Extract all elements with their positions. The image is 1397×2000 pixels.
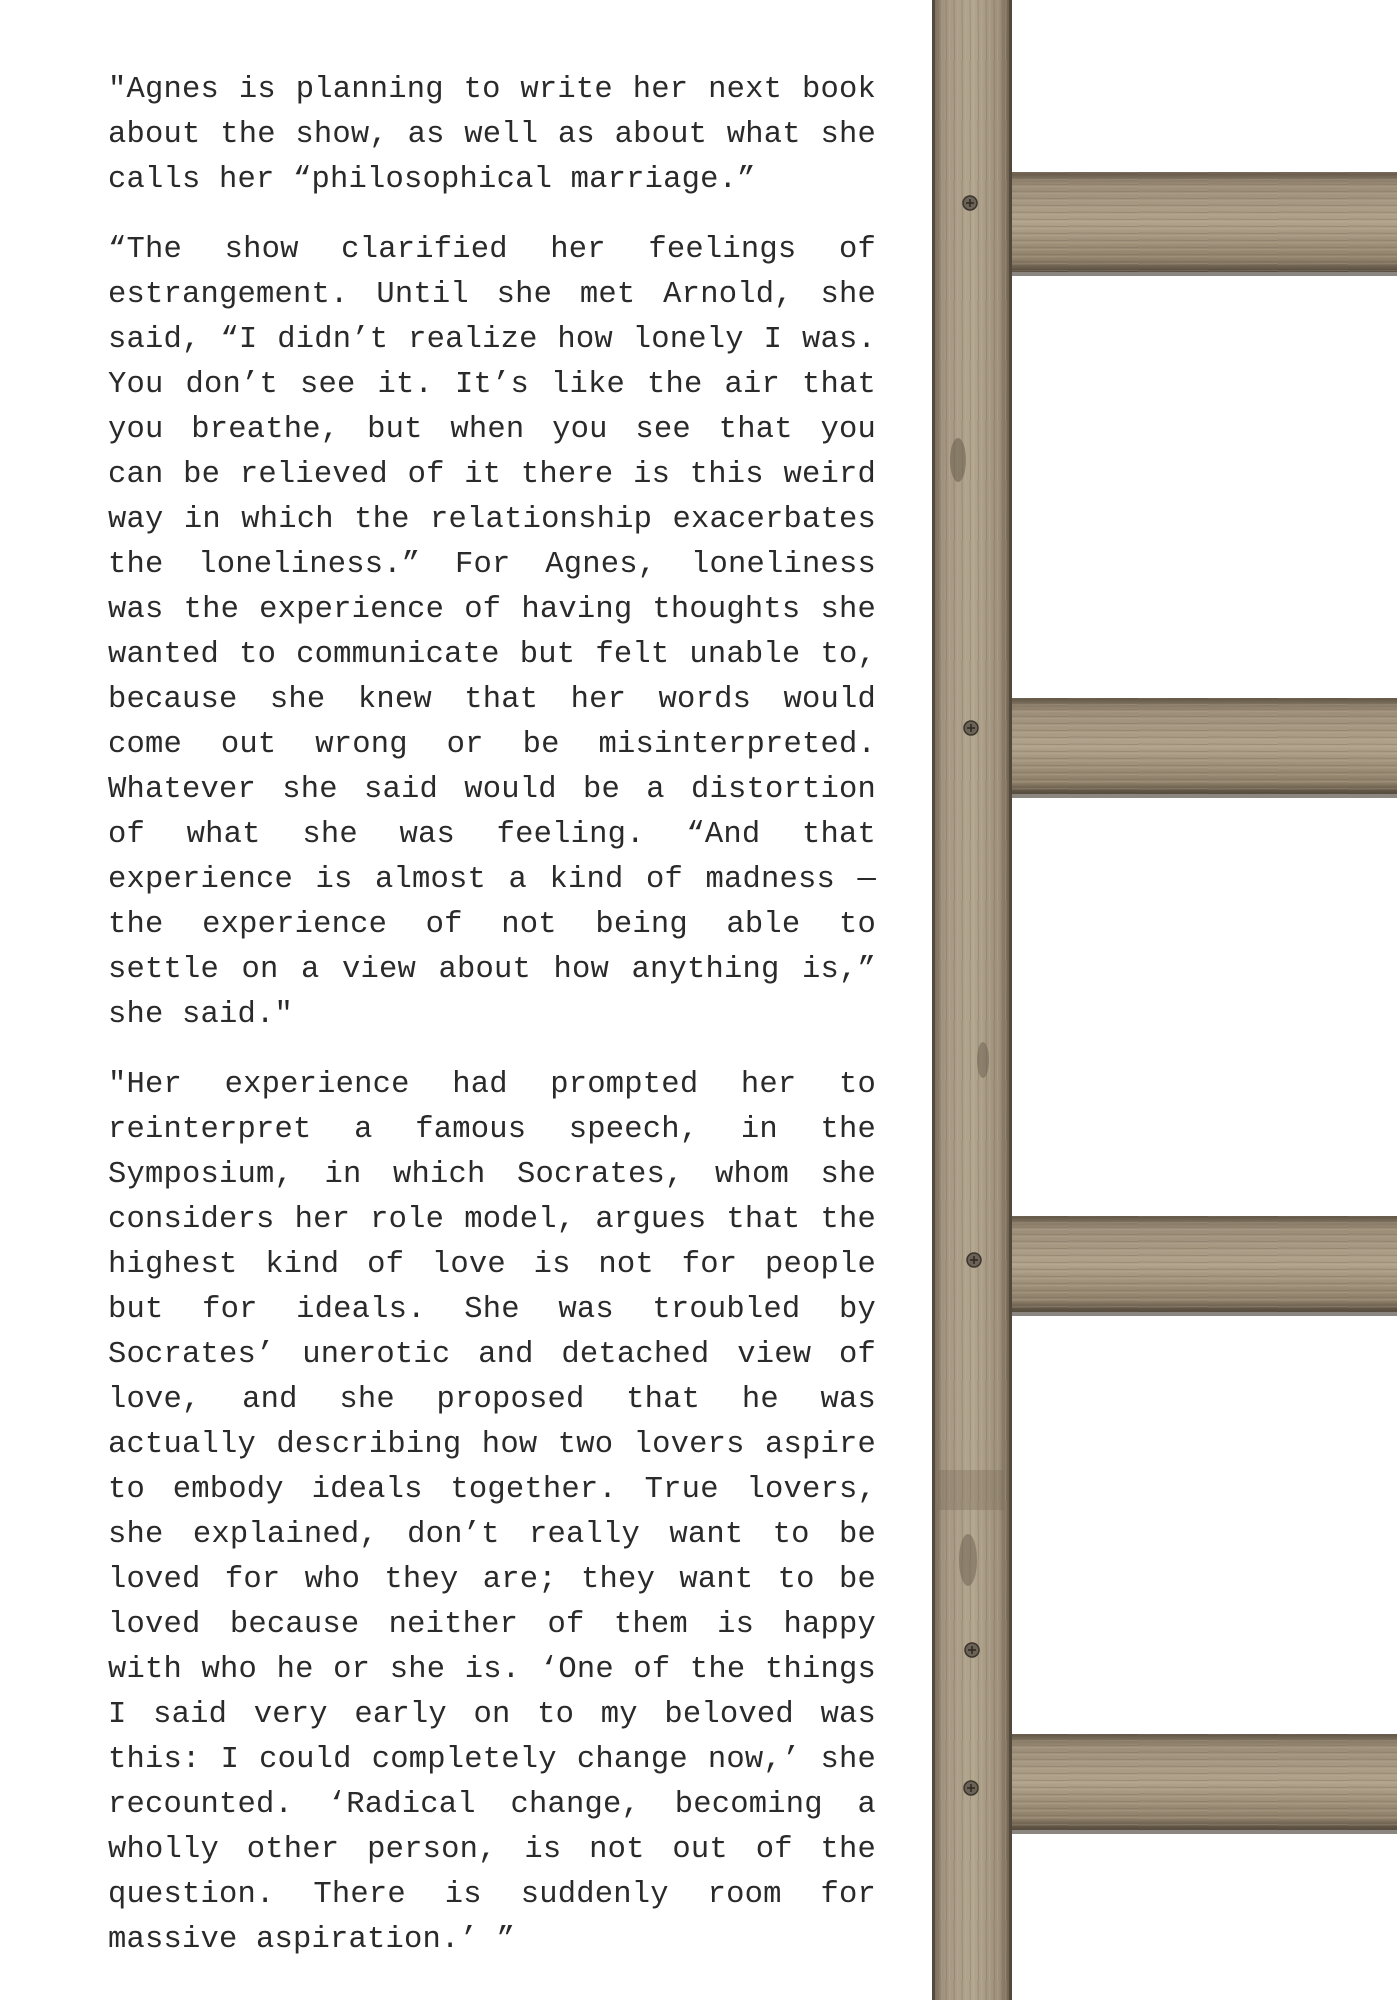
ladder-rail bbox=[932, 0, 1012, 2000]
body-text bbox=[108, 68, 876, 1988]
paragraph-3: "Her experience had prompted her to reinterpret a famous speech, in the Symposium, in which Socrates, whom she considers her role model, argues that the highest kind of love is not for people but for ideals. She was troubled by Socrates’ unerotic and detached view of love, and she proposed that he was actually describing how two lovers aspire to embody ideals together. True lovers, she explained, don’t really want to be loved for who they are; they want to be loved because neither of them is happy with who he or she is. ‘One of the things I said very early on to my beloved was this: I could completely change now,’ she recounted. ‘Radical change, becoming a wholly other person, is not out of the question. There is suddenly room for massive aspiration.’ ” bbox=[108, 1068, 876, 1957]
ladder-icon bbox=[928, 0, 1397, 2000]
wooden-ladder-image bbox=[928, 0, 1397, 2000]
paragraph-2: “The show clarified her feelings of estrangement. Until she met Arnold, she said, “I didn’t realize how lonely I was. You don’t see it. It’s like the air that you breathe, but when you see that you can be relieved of it there is this weird way in which the relationship exacerbates the loneliness.” For Agnes, loneliness was the experience of having thoughts she wanted to communicate but felt unable to, because she knew that her words would come out wrong or be misinterpreted. Whatever she said would be a distortion of what she was feeling. “And that experience is almost a kind of madness — the experience of not being able to settle on a view about how anything is,” she said." bbox=[108, 233, 876, 1032]
paragraph-1: "Agnes is planning to write her next book about the show, as well as about what she calls her “philosophical marriage.” bbox=[108, 73, 876, 197]
ladder-rungs bbox=[998, 172, 1397, 1834]
